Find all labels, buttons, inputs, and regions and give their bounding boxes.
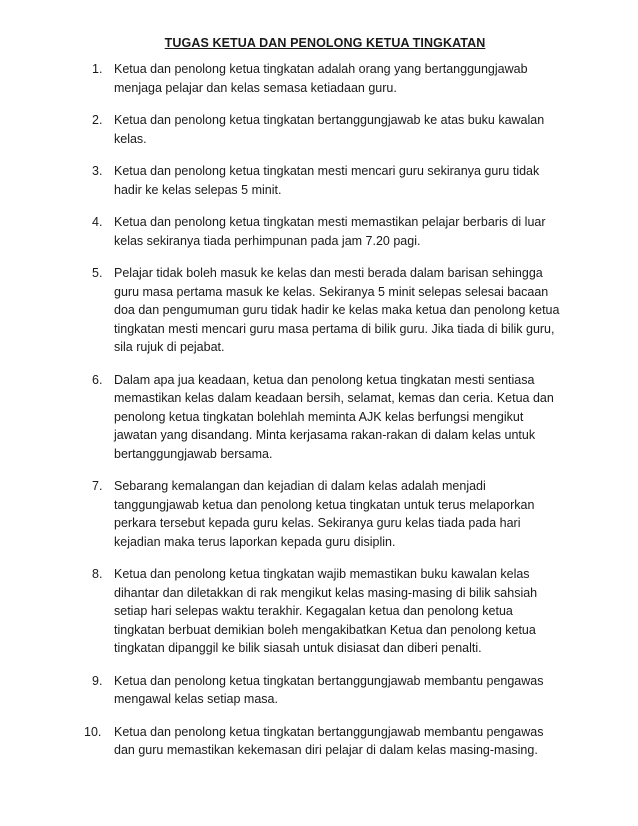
duty-list bbox=[84, 60, 568, 760]
list-item bbox=[92, 60, 568, 97]
item-text-line: dihantar dan diletakkan di rak mengikut kelas masing-masing di bilik sahsiah bbox=[114, 585, 538, 600]
list-item bbox=[92, 264, 568, 357]
item-text-line: bertanggungjawab bersama. bbox=[114, 446, 273, 461]
list-item bbox=[92, 162, 568, 199]
item-text-line: Ketua dan penolong ketua tingkatan adalah orang yang bertanggungjawab bbox=[114, 62, 528, 76]
item-text-line: hadir ke kelas selepas 5 minit. bbox=[114, 182, 282, 197]
item-text-line: dan guru memastikan kekemasan diri pelajar di dalam kelas masing-masing. bbox=[114, 743, 538, 757]
item-text-line: guru masa pertama masuk ke kelas. Sekiranya 5 minit selepas selesai bacaan bbox=[114, 284, 549, 299]
item-number: 2. bbox=[92, 113, 103, 127]
item-number: 4. bbox=[92, 215, 103, 229]
item-text-line: jawatan yang disandang. Minta kerjasama rakan-rakan di dalam kelas untuk bbox=[114, 428, 536, 442]
item-text-line: Dalam apa jua keadaan, ketua dan penolong ketua tingkatan mesti sentiasa bbox=[114, 372, 535, 387]
item-text-line: Ketua dan penolong ketua tingkatan bertanggungjawab membantu pengawas bbox=[114, 724, 544, 739]
item-number: 9. bbox=[92, 673, 103, 688]
item-text-line: kejadian maka terus laporkan kepada guru disiplin. bbox=[114, 534, 396, 549]
item-text-line: sila rujuk di pejabat. bbox=[114, 340, 225, 354]
item-text-line: Ketua dan penolong ketua tingkatan bertanggungjawab membantu pengawas bbox=[114, 673, 544, 688]
item-text-line: menjaga pelajar dan kelas semasa ketiadaan guru. bbox=[114, 80, 397, 95]
item-number: 3. bbox=[92, 164, 103, 178]
document-title: TUGAS KETUA DAN PENOLONG KETUA TINGKATAN bbox=[164, 36, 486, 50]
item-text-line: perkara tersebut kepada guru kelas. Sekiranya guru kelas tiada pada hari bbox=[114, 516, 521, 530]
item-text-line: tingkatan dipanggil ke bilik siasah untuk disiasat dan diberi penalti. bbox=[114, 641, 482, 655]
item-text-line: tingkatan mesti mencari guru masa pertama di bilik guru. Jika tiada di bilik guru, bbox=[114, 321, 555, 336]
item-text-line: memastikan kelas dalam keadaan bersih, selamat, kemas dan ceria. Ketua dan bbox=[114, 391, 554, 405]
item-number: 8. bbox=[92, 567, 103, 581]
item-text-line: penolong ketua tingkatan bolehlah meminta AJK kelas berfungsi mengikut bbox=[114, 409, 524, 424]
item-text-line: setiap hari selepas waktu terakhir. Kegagalan ketua dan penolong ketua bbox=[114, 604, 513, 618]
list-item bbox=[92, 672, 568, 709]
item-text-line: Ketua dan penolong ketua tingkatan mesti mencari guru sekiranya guru tidak bbox=[114, 164, 540, 178]
item-text-line: tanggungjawab ketua dan penolong ketua tingkatan untuk terus melaporkan bbox=[114, 497, 535, 512]
list-item bbox=[92, 371, 568, 464]
item-number: 10. bbox=[84, 724, 102, 739]
list-item bbox=[84, 723, 568, 760]
item-number: 1. bbox=[92, 62, 103, 76]
list-item bbox=[92, 111, 568, 148]
item-number: 6. bbox=[92, 372, 103, 387]
item-text-line: Ketua dan penolong ketua tingkatan mesti memastikan pelajar berbaris di luar bbox=[114, 215, 546, 229]
item-text-line: mengawal kelas setiap masa. bbox=[114, 692, 278, 706]
item-text-line: Pelajar tidak boleh masuk ke kelas dan mesti berada dalam barisan sehingga bbox=[114, 266, 543, 280]
list-item bbox=[92, 477, 568, 551]
item-text-line: tingkatan berbuat demikian boleh mengakibatkan Ketua dan penolong ketua bbox=[114, 622, 536, 637]
item-text-line: Ketua dan penolong ketua tingkatan bertanggungjawab ke atas buku kawalan bbox=[114, 113, 545, 127]
list-item bbox=[92, 213, 568, 250]
item-number: 5. bbox=[92, 266, 103, 280]
item-text-line: doa dan pengumuman guru tidak hadir ke kelas maka ketua dan penolong ketua bbox=[114, 303, 560, 317]
item-text-line: kelas sekiranya tiada perhimpunan pada jam 7.20 pagi. bbox=[114, 233, 421, 248]
list-item bbox=[92, 565, 568, 658]
item-text-line: Sebarang kemalangan dan kejadian di dalam kelas adalah menjadi bbox=[114, 479, 486, 493]
item-text-line: kelas. bbox=[114, 131, 147, 146]
item-text-line: Ketua dan penolong ketua tingkatan wajib memastikan buku kawalan kelas bbox=[114, 567, 530, 581]
item-number: 7. bbox=[92, 479, 103, 493]
